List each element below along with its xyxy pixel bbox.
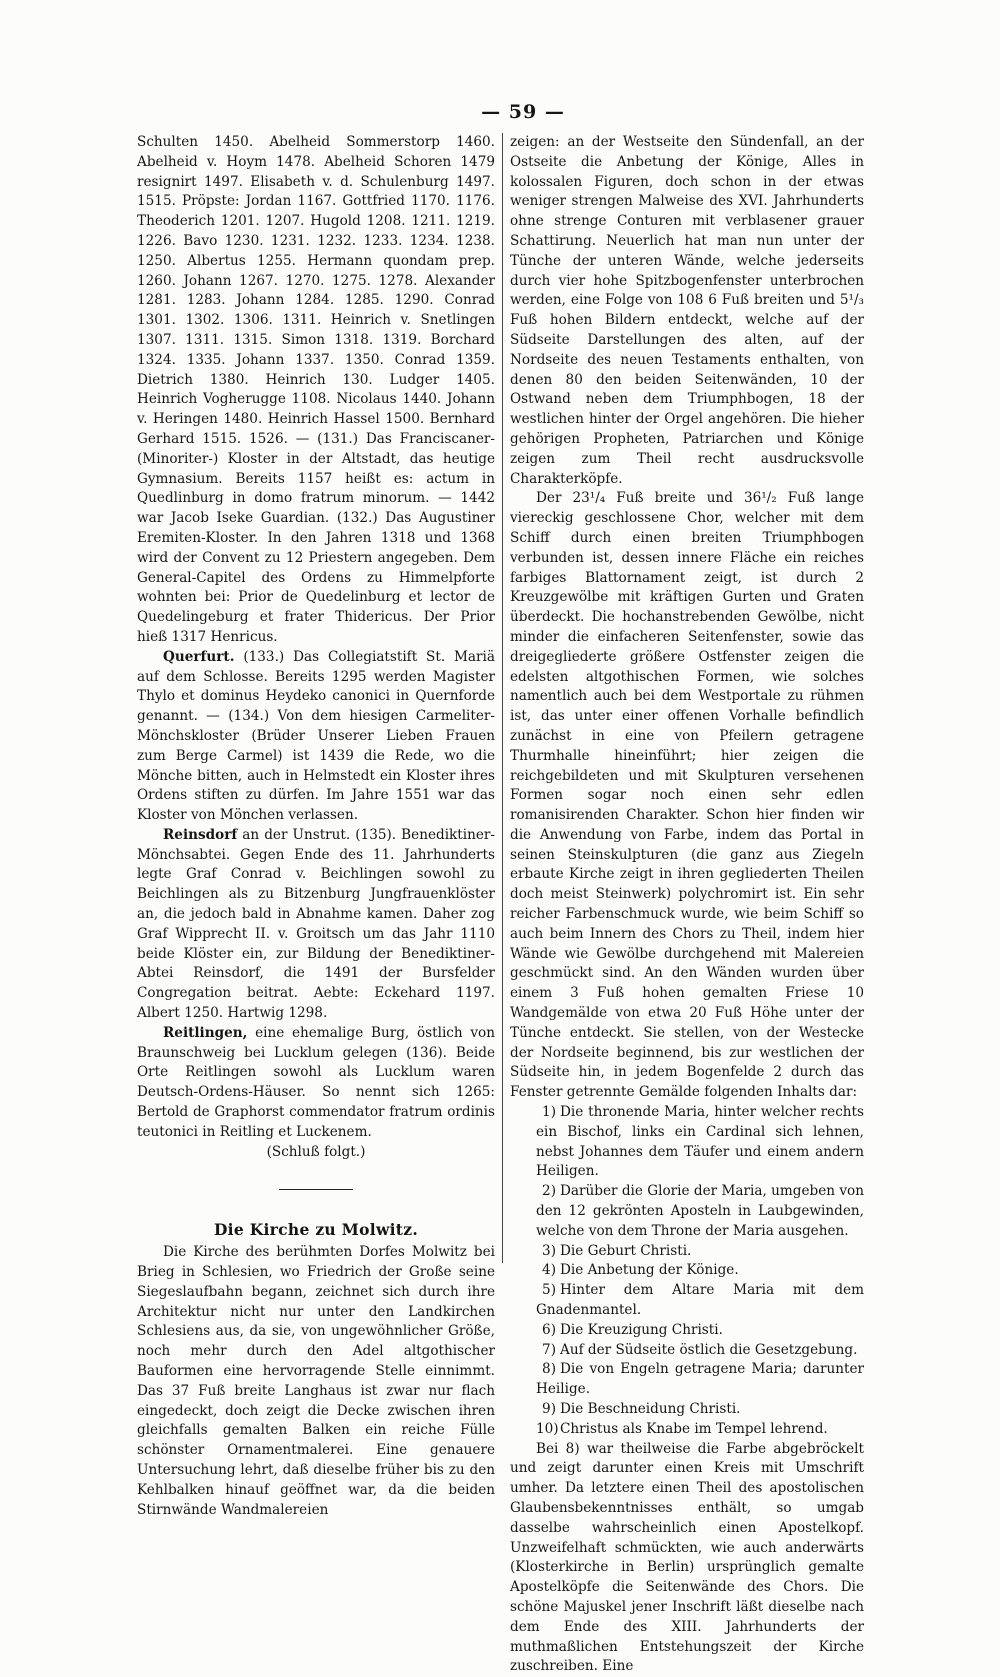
list-number: 1) xyxy=(542,1104,556,1121)
list-number: 7) xyxy=(542,1341,556,1358)
paragraph-querfurt xyxy=(137,648,495,826)
paragraph-molwitz-intro: Die Kirche des berühmten Dorfes Molwitz bei Brieg in Schlesien, wo Friedrich der Große seine Siegeslaufbahn begann, zeichnet sich durch ihre Architektur nicht nur unter den Landkirchen Schlesiens aus, da sie, von ungewöhnlicher Größe, noch mehr durch den Adel altgothischer Bauformen eine hervorragende Stelle einnimmt. Das 37 Fuß breite Langhaus ist zwar nur flach eingedeckt, doch zeigt die Decke zwischen ihren gleichfalls gemalten Balken ein reiche Fülle schönster Ornamentmalerei. Eine genauere Untersuchung lehrt, daß dieselbe früher bis zu den Kehlbalken hinauf geöffnet war, da die beiden Stirnwände Wandmalereien xyxy=(137,1244,495,1518)
lead-reinsdorf: Reinsdorf xyxy=(163,826,238,843)
list-item xyxy=(510,1103,864,1182)
right-column xyxy=(510,133,864,1677)
page-number-text: — 59 — xyxy=(481,101,565,123)
list-text: Auf der Südseite östlich die Gesetzgebung. xyxy=(560,1341,858,1358)
list-number: 3) xyxy=(542,1242,556,1259)
body-reinsdorf: an der Unstrut. (135). Benediktiner-Mönchsabtei. Gegen Ende des 11. Jahrhunderts legte Graf Conrad v. Beichlingen sowohl zu Beichlingen als zu Bitzenburg Jungfrauenklöster an, die jedoch bald in Abnahme kamen. Daher zog Graf Wipprecht II. v. Groitsch um das Jahr 1110 beide Klöster ein, zur Bildung der Benediktiner-Abtei Reinsdorf, die 1491 der Bursfelder Congregation beitrat. Aebte: Eckehard 1197. Albert 1250. Hartwig 1298. xyxy=(137,826,495,1022)
closing-note: (Schluß folgt.) xyxy=(266,1143,366,1160)
paragraph-reinsdorf xyxy=(137,826,495,1024)
list-item xyxy=(510,1281,864,1321)
column-rule xyxy=(502,133,503,1263)
list-text: Darüber die Glorie der Maria, umgeben von den 12 gekrönten Aposteln in Laubgewinden, welche von dem Throne der Maria ausgehen. xyxy=(536,1183,864,1239)
list-number: 8) xyxy=(542,1361,556,1378)
list-text: Die Anbetung der Könige. xyxy=(560,1262,739,1279)
painting-list xyxy=(510,1103,864,1440)
page-number xyxy=(0,101,1000,123)
paragraph-wall-paintings: zeigen: an der Westseite den Sündenfall, an der Ostseite die Anbetung der Könige, Alles in kolossalen Figuren, doch schon in der etwas weniger strengen Malweise des XVI. Jahrhunderts ohne strenge Conturen mit verblasener grauer Schattirung. Neuerlich hat man nun unter der Tünche der unteren Wände, welche jederseits durch vier hohe Spitzbogenfenster unterbrochen werden, eine Folge von 108 6 Fuß breiten und 5¹/₃ Fuß hohen Bildern entdeckt, welche auf der Südseite Darstellungen des alten, auf der Nordseite des neuen Testaments enthalten, von denen 80 den beiden Seitenwänden, 10 der Ostwand neben dem Triumphbogen, 18 der westlichen hinter der Orgel angehören. Die hieher gehörigen Propheten, Patriarchen und Könige zeigen zum Theil recht ausdrucksvolle Charakterköpfe. xyxy=(510,134,864,487)
list-item xyxy=(510,1242,864,1262)
list-text: Die Geburt Christi. xyxy=(560,1242,692,1259)
list-text: Hinter dem Altare Maria mit dem Gnadenmantel. xyxy=(536,1282,864,1319)
section-divider xyxy=(279,1189,353,1190)
left-column xyxy=(137,133,495,1520)
list-number: 4) xyxy=(542,1262,556,1279)
list-number: 5) xyxy=(542,1282,556,1299)
body-querfurt: (133.) Das Collegiatstift St. Mariä auf dem Schlosse. Bereits 1295 werden Magister Thylo et dominus Heydeko canonici in Quernforde genannt. — (134.) Von dem hiesigen Carmeliter-Mönchskloster (Brüder Unserer Lieben Frauen zum Berge Carmel) ist 1439 die Rede, wo die Mönche bitten, auch in Helmstedt ein Kloster ihres Ordens stiften zu dürfen. Im Jahre 1551 war das Kloster von Mönchen verlassen. xyxy=(137,648,495,824)
list-item xyxy=(510,1261,864,1281)
paragraph-reitlingen xyxy=(137,1024,495,1143)
lead-reitlingen: Reitlingen, xyxy=(163,1024,248,1041)
body-reitlingen: eine ehemalige Burg, östlich von Braunschweig bei Lucklum gelegen (136). Beide Orte Reitlingen sowohl als Lucklum waren Deutsch-Ordens-Häuser. So nennt sich 1265: Bertold de Graphorst commendator fratrum ordinis teutonici in Reitling et Luckenem. xyxy=(137,1024,495,1140)
list-item xyxy=(510,1420,864,1440)
list-item xyxy=(510,1321,864,1341)
article-heading: Die Kirche zu Molwitz. xyxy=(213,1220,419,1240)
list-number: 10) xyxy=(536,1420,559,1437)
list-item xyxy=(510,1341,864,1361)
list-item xyxy=(510,1182,864,1241)
list-number: 9) xyxy=(542,1401,556,1417)
lead-querfurt: Querfurt. xyxy=(163,648,235,665)
list-number: 2) xyxy=(542,1183,556,1200)
list-item xyxy=(510,1360,864,1400)
paragraph-inscription: Bei 8) war theilweise die Farbe abgebröckelt und zeigt darunter einen Kreis mit Umschrift umher. Da letztere einen Theil des apostolischen Glaubensbekenntnisses enthält, so umgab dasselbe wahrscheinlich einen Apostelkopf. Unzweifelhaft schmückten, wie auch anderwärts (Klosterkirche in Berlin) ursprünglich gemalte Apostelköpfe die Seitenwände des Chors. Die schöne Majuskel jener Inschrift läßt dieselbe nach dem Ende des XIII. Jahrhunderts der muthmaßlichen Entstehungszeit der Kirche zuschreiben. Eine xyxy=(510,1440,864,1675)
list-text: Die Kreuzigung Christi. xyxy=(560,1321,723,1338)
list-text: Christus als Knabe im Tempel lehrend. xyxy=(560,1420,828,1437)
list-number: 6) xyxy=(542,1321,556,1338)
list-item xyxy=(510,1400,864,1420)
list-text: Die thronende Maria, hinter welcher rechts ein Bischof, links ein Cardinal sich lehnen, nebst Johannes dem Täufer und einem andern Heiligen. xyxy=(536,1104,864,1180)
list-text: Die von Engeln getragene Maria; darunter Heilige. xyxy=(536,1361,864,1398)
paragraph-quedlinburg: Schulten 1450. Abelheid Sommerstorp 1460. Abelheid v. Hoym 1478. Abelheid Schoren 1479 resignirt 1497. Elisabeth v. d. Schulenburg 1497. 1515. Pröpste: Jordan 1167. Gottfried 1170. 1176. Theoderich 1201. 1207. Hugold 1208. 1211. 1219. 1226. Bavo 1230. 1231. 1232. 1233. 1234. 1238. 1250. Albertus 1255. Hermann quondam prep. 1260. Johann 1267. 1270. 1275. 1278. Alexander 1281. 1283. Johann 1284. 1285. 1290. Conrad 1301. 1302. 1306. 1311. Heinrich v. Snetlingen 1307. 1311. 1315. Simon 1318. 1319. Borchard 1324. 1335. Johann 1337. 1350. Conrad 1359. Dietrich 1380. Heinrich 130. Ludger 1405. Heinrich Vogherugge 1108. Nicolaus 1440. Johann v. Heringen 1480. Heinrich Hassel 1500. Bernhard Gerhard 1515. 1526. — (131.) Das Franciscaner- (Minoriter-) Kloster in der Altstadt, das heutige Gymnasium. Bereits 1157 heißt es: actum in Quedlinburg in domo fratrum minorum. — 1442 war Jacob Iseke Guardian. (132.) Das Augustiner Eremiten-Kloster. In den Jahren 1318 und 1368 wird der Convent zu 12 Priestern angegeben. Dem General-Capitel des Ordens zu Himmelpforte wohnten bei: Prior de Quedelinburg et lector de Quedelingeburg et frater Thidericus. Der Prior hieß 1317 Henricus. xyxy=(137,134,495,645)
list-text: Die Beschneidung Christi. xyxy=(560,1401,741,1417)
paragraph-choir: Der 23¹/₄ Fuß breite und 36¹/₂ Fuß lange viereckig geschlossene Chor, welcher mit dem Schiff durch einen breiten Triumphbogen verbunden ist, dessen innere Fläche ein reiches farbiges Blattornament zeigt, ist durch 2 Kreuzgewölbe mit kräftigen Gurten und Graten überdeckt. Die hochanstrebenden Gewölbe, nicht minder die einfacheren Seitenfenster, sowie das dreigegliederte größere Ostfenster zeigen die edelsten altgothischen Formen, wie solches namentlich auch bei dem Westportale zu rühmen ist, das unter einer offenen Vorhalle befindlich zunächst in eine von Pfeilern getragene Thurmhalle hineinführt; hier zeigen die reichgebildeten und mit Skulpturen versehenen Formen sogar noch einen sehr edlen romanisirenden Charakter. Schon hier finden wir die Anwendung von Farbe, indem das Portal in seinen Steinskulpturen (die ganz aus Ziegeln erbaute Kirche zeigt in ihren gegliederten Theilen doch meist Steinwerk) polychromirt ist. Ein sehr reicher Farbenschmuck wurde, wie beim Schiff so auch beim Innern des Chors zu Theil, indem hier Wände wie Gewölbe durchgehend mit Malereien geschmückt sind. An den Wänden wurden über einem 3 Fuß hohen gemalten Friese 10 Wandgemälde von etwa 20 Fuß Höhe unter der Tünche entdeckt. Sie stellen, von der Westecke der Nordseite beginnend, bis zur westlichen der Südseite hin, in jedem Bogenfelde 2 durch das Fenster getrennte Gemälde folgenden Inhalts dar: xyxy=(510,490,864,1101)
